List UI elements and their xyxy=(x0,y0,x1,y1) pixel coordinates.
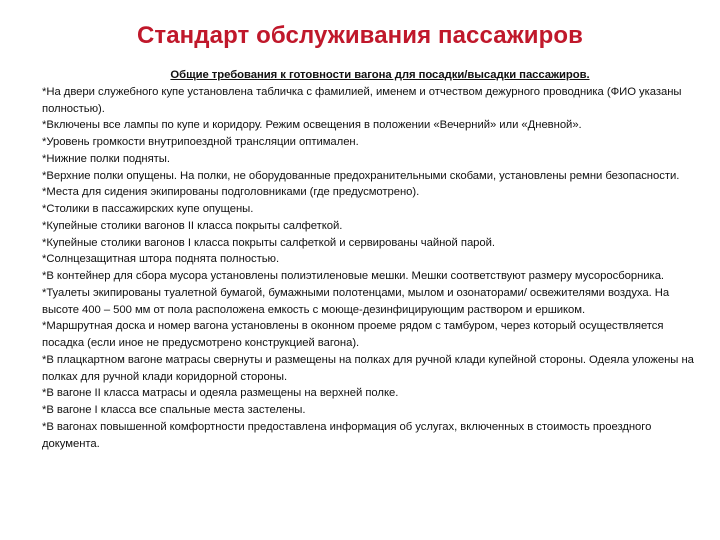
paragraph: *Включены все лампы по купе и коридору. Режим освещения в положении «Вечерний» или «Дневной». xyxy=(42,119,582,132)
paragraph: *В вагонах повышенной комфортности предоставлена информация об услугах, включенных в стоимость проездного документа. xyxy=(42,420,652,450)
paragraph: *Купейные столики вагонов I класса покрыты салфеткой и сервированы чайной парой. xyxy=(42,236,495,249)
paragraph: *Нижние полки подняты. xyxy=(42,152,170,165)
paragraph: *Солнцезащитная штора поднята полностью. xyxy=(42,253,280,266)
paragraph: *Туалеты экипированы туалетной бумагой, бумажными полотенцами, мылом и озонаторами/ освежителями воздуха. На высоте 400 – 500 мм от пола расположена емкость с моюще-дезинфицирующим раствором и ершиком. xyxy=(42,286,670,316)
paragraph: *Уровень громкости внутрипоездной трансляции оптимален. xyxy=(42,136,359,148)
paragraph: *В контейнер для сбора мусора установлены полиэтиленовые мешки. Мешки соответствуют размеру мусоросборника. xyxy=(42,270,665,282)
paragraph: *Места для сидения экипированы подголовниками (где предусмотрено). xyxy=(42,186,420,199)
paragraph: *В вагоне II класса матрасы и одеяла размещены на верхней полке. xyxy=(42,387,399,400)
paragraph: *На двери служебного купе установлена табличка с фамилией, именем и отчеством дежурного проводника (ФИО указаны полностью). xyxy=(42,85,682,115)
paragraph: *Верхние полки опущены. На полки, не оборудованные предохранительными скобами, установлены ремни безопасности. xyxy=(42,169,680,182)
page-title: Стандарт обслуживания пассажиров xyxy=(136,22,584,49)
paragraph: *Столики в пассажирских купе опущены. xyxy=(42,203,254,215)
section-subheading: Общие требования к готовности вагона для посадки/высадки пассажиров. xyxy=(170,69,590,81)
paragraph: *Купейные столики вагонов II класса покрыты салфеткой. xyxy=(42,219,343,232)
paragraph: *Маршрутная доска и номер вагона установлены в оконном проеме рядом с тамбуром, через который осуществляется посадка (если иное не предусмотрено конструкцией вагона). xyxy=(42,320,664,349)
document-body xyxy=(42,67,702,452)
paragraph: *В вагоне I класса все спальные места застелены. xyxy=(42,404,306,416)
paragraph: *В плацкартном вагоне матрасы свернуты и размещены на полках для ручной клади купейной стороны. Одеяла уложены на полках для ручной клади коридорной стороны. xyxy=(42,353,694,383)
